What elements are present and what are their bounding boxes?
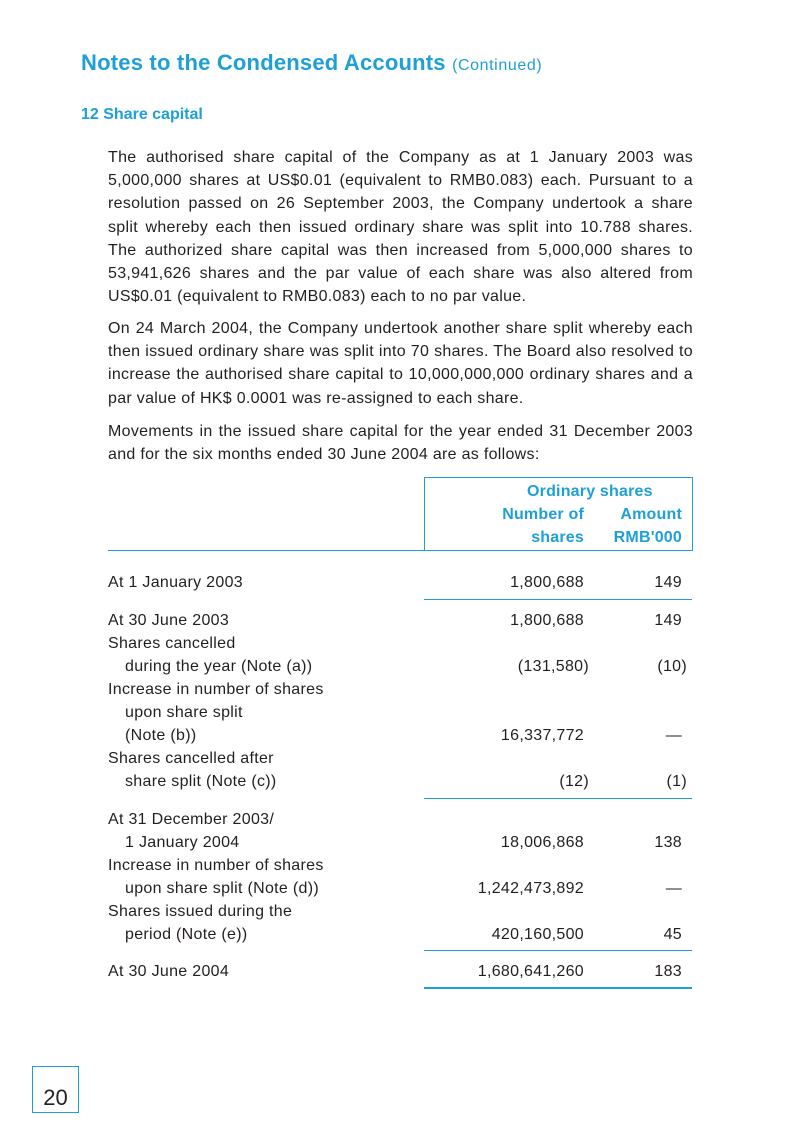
row-shares-30-jun-2004: 1,680,641,260: [477, 963, 584, 980]
row-label-increase-split-b: Increase in number of shares: [108, 681, 324, 698]
row-amount-30-jun-2003: 149: [654, 612, 682, 629]
amount-header-line1: Amount: [620, 506, 682, 523]
row-shares-30-jun-2003: 1,800,688: [510, 612, 584, 629]
section-heading: 12 Share capital: [81, 106, 203, 123]
paragraph-movements-intro: Movements in the issued share capital for the year ended 31 December 2003 and for the six months ended 30 June 2004 are as follows:: [108, 423, 693, 464]
row-label-shares-issued: Shares issued during the: [108, 903, 293, 920]
row-label-30-jun-2003: At 30 June 2003: [108, 612, 230, 629]
row-shares-31-dec-2003: 18,006,868: [500, 834, 584, 851]
row-label-increase-split-d: Increase in number of shares: [108, 857, 324, 874]
row-amount-cancelled-after-split: (1): [666, 773, 687, 790]
page-title-text: Notes to the Condensed Accounts: [81, 50, 446, 75]
row-amount-30-jun-2004: 183: [654, 963, 682, 980]
row-label-shares-cancelled: Shares cancelled: [108, 635, 236, 652]
ordinary-shares-header: Ordinary shares: [527, 483, 653, 500]
paragraph-share-split: On 24 March 2004, the Company undertook another share split whereby each then issued ordinary share was split into 70 shares. The Board also resolved to increase the authorised share capital to 10,000,000,000 ordinary shares and a par value of HK$ 0.0001 was re-assigned to each share.: [108, 320, 693, 407]
table-header-rule: [108, 550, 692, 551]
amount-header-line2: RMB'000: [613, 529, 682, 546]
row-label-increase-split-b-cont1: upon share split: [125, 704, 243, 721]
number-of-shares-header-line2: shares: [531, 529, 584, 546]
row-label-increase-split-d-cont: upon share split (Note (d)): [125, 880, 319, 897]
row-shares-increase-split-d: 1,242,473,892: [477, 880, 584, 897]
row-shares-issued: 420,160,500: [491, 926, 584, 943]
row-label-increase-split-b-cont2: (Note (b)): [125, 727, 197, 744]
subtotal-rule: [424, 599, 692, 600]
row-amount-increase-split-b: —: [665, 727, 682, 744]
row-amount-issued: 45: [663, 926, 682, 943]
row-amount-31-dec-2003: 138: [654, 834, 682, 851]
row-label-31-dec-2003: At 31 December 2003/: [108, 811, 275, 828]
row-shares-cancelled: (131,580): [517, 658, 589, 675]
row-shares-1-jan-2003: 1,800,688: [510, 574, 584, 591]
row-label-cancelled-after-split: Shares cancelled after: [108, 750, 274, 767]
paragraph-authorised-capital: The authorised share capital of the Company as at 1 January 2003 was 5,000,000 shares at US$0.01 (equivalent to RMB0.083) each. Pursuant to a resolution passed on 26 September 2003, the Company undertook a share split whereby each then issued ordinary share was split into 10.788 shares. The authorized share capital was then increased from 5,000,000 shares to 53,941,626 shares and the par value of each share was also altered from US$0.01 (equivalent to RMB0.083) each to no par value.: [108, 149, 693, 306]
continued-label: (Continued): [452, 57, 543, 74]
row-shares-cancelled-after-split: (12): [559, 773, 589, 790]
row-label-cancelled-after-split-cont: share split (Note (c)): [125, 773, 277, 790]
number-of-shares-header-line1: Number of: [502, 506, 584, 523]
row-amount-cancelled: (10): [657, 658, 687, 675]
subtotal-rule-2: [424, 798, 692, 799]
row-amount-1-jan-2003: 149: [654, 574, 682, 591]
row-label-30-jun-2004: At 30 June 2004: [108, 963, 230, 980]
page-title: [81, 50, 542, 76]
row-shares-increase-split-b: 16,337,772: [500, 727, 584, 744]
row-label-shares-issued-cont: period (Note (e)): [125, 926, 248, 943]
row-label-1-jan-2004: 1 January 2004: [125, 834, 240, 851]
subtotal-rule-3: [424, 950, 692, 951]
total-double-rule: [424, 987, 692, 989]
row-label-1-jan-2003: At 1 January 2003: [108, 574, 243, 591]
row-label-shares-cancelled-cont: during the year (Note (a)): [125, 658, 313, 675]
page-number: 20: [32, 1066, 79, 1113]
row-amount-increase-split-d: —: [665, 880, 682, 897]
